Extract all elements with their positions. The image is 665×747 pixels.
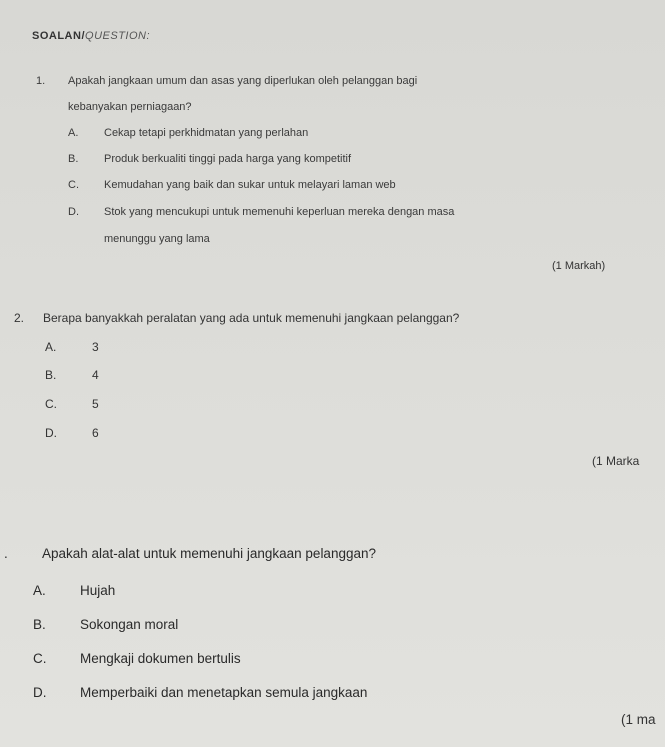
option-text: Sokongan moral xyxy=(80,617,179,632)
question-text-line1: Apakah jangkaan umum dan asas yang diperlukan oleh pelanggan bagi xyxy=(68,75,418,87)
option-text: Produk berkualiti tinggi pada harga yang kompetitif xyxy=(104,153,352,165)
option-letter: D. xyxy=(68,206,79,218)
question-number: . xyxy=(4,546,8,561)
option-text: Kemudahan yang baik dan sukar untuk melayari laman web xyxy=(104,179,396,191)
option-text: 6 xyxy=(92,426,99,440)
option-text: 3 xyxy=(92,340,99,354)
option-text: Cekap tetapi perkhidmatan yang perlahan xyxy=(104,127,309,139)
option-text: Hujah xyxy=(80,583,116,598)
option-letter: A. xyxy=(68,127,79,139)
option-text-line2: menunggu yang lama xyxy=(104,233,210,245)
question-text-line1: Berapa banyakkah peralatan yang ada untuk memenuhi jangkaan pelanggan? xyxy=(43,311,460,325)
option-letter: C. xyxy=(68,179,79,191)
option-text: Memperbaiki dan menetapkan semula jangkaan xyxy=(80,685,368,700)
marks-label: (1 Marka xyxy=(592,454,640,468)
option-letter: D. xyxy=(33,685,47,700)
question-number: 1. xyxy=(36,75,46,87)
question-text-line2: kebanyakan perniagaan? xyxy=(68,101,192,113)
option-text: 5 xyxy=(92,397,99,411)
option-letter: D. xyxy=(45,426,57,440)
option-letter: C. xyxy=(33,651,47,666)
header-subtitle: QUESTION: xyxy=(85,30,151,42)
option-text: Mengkaji dokumen bertulis xyxy=(80,651,241,666)
option-text: 4 xyxy=(92,368,99,382)
option-text: Stok yang mencukupi untuk memenuhi keperluan mereka dengan masa xyxy=(104,206,455,218)
option-letter: A. xyxy=(33,583,46,598)
option-letter: B. xyxy=(68,153,79,165)
section-header xyxy=(32,30,150,42)
option-letter: B. xyxy=(45,368,57,382)
option-letter: B. xyxy=(33,617,46,632)
option-letter: C. xyxy=(45,397,57,411)
question-text-line1: Apakah alat-alat untuk memenuhi jangkaan pelanggan? xyxy=(42,546,376,561)
marks-label: (1 ma xyxy=(621,712,656,727)
header-title: SOALAN xyxy=(32,30,82,42)
question-number: 2. xyxy=(14,311,25,325)
option-letter: A. xyxy=(45,340,57,354)
marks-label: (1 Markah) xyxy=(552,260,606,272)
header-separator: / xyxy=(81,30,86,42)
